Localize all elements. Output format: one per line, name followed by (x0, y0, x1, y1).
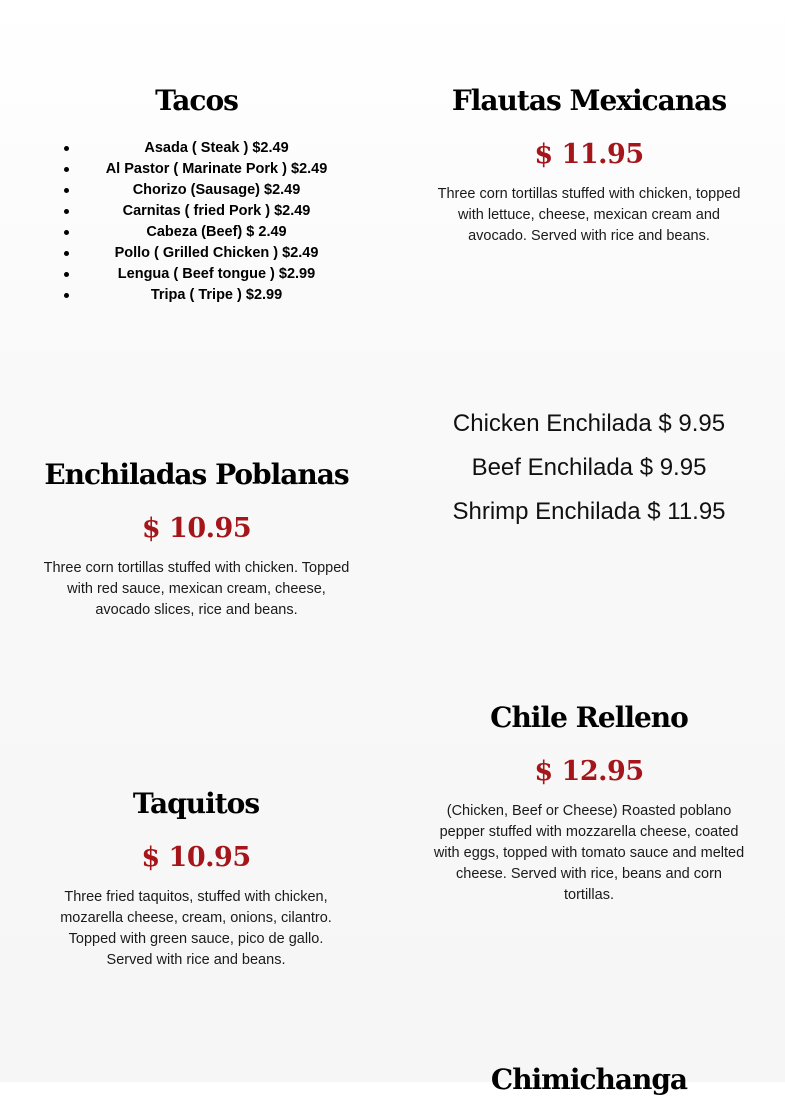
bullet-icon (64, 167, 69, 172)
list-item (64, 201, 369, 222)
taco-item-label: Al Pastor ( Marinate Pork ) $2.49 (105, 161, 328, 177)
taquitos-description: Three fried taquitos, stuffed with chicken, mozarella cheese, cream, onions, cilantro. Topped with green sauce, pico de gallo. Served with rice and beans. (60, 889, 332, 968)
bullet-icon (64, 146, 69, 151)
poblanas-price: $ 10.95 (141, 513, 252, 544)
enchilada-price-line: Beef Enchilada $ 9.95 (471, 454, 707, 481)
enchilada-price-line: Shrimp Enchilada $ 11.95 (452, 498, 726, 525)
tacos-list (64, 138, 369, 306)
taco-item-label: Tripa ( Tripe ) $2.99 (150, 287, 283, 303)
bullet-icon (64, 293, 69, 298)
poblanas-section (40, 458, 353, 621)
relleno-price: $ 12.95 (534, 756, 644, 787)
bullet-icon (64, 188, 69, 193)
tacos-section (0, 84, 393, 117)
poblanas-description: Three corn tortillas stuffed with chicken. Topped with red sauce, mexican cream, cheese, avocado slices, rice and beans. (43, 560, 350, 618)
bullet-icon (64, 251, 69, 256)
tacos-title: Tacos (155, 84, 238, 117)
relleno-title: Chile Relleno (490, 701, 688, 734)
enchilada-price-line: Chicken Enchilada $ 9.95 (452, 410, 726, 437)
bullet-icon (64, 209, 69, 214)
taquitos-price: $ 10.95 (141, 842, 251, 873)
list-item (64, 222, 369, 243)
flautas-title: Flautas Mexicanas (451, 84, 727, 117)
relleno-description: (Chicken, Beef or Cheese) Roasted poblano pepper stuffed with mozzarella cheese, coated with eggs, topped with tomato sauce and melted cheese. Served with rice, beans and corn tortillas. (433, 803, 745, 903)
relleno-section (430, 701, 748, 906)
list-item (64, 159, 369, 180)
flautas-price: $ 11.95 (534, 139, 644, 170)
taco-item-label: Pollo ( Grilled Chicken ) $2.49 (114, 245, 319, 261)
chimichanga-section (430, 1063, 748, 1096)
taco-item-label: Carnitas ( fried Pork ) $2.49 (122, 203, 311, 219)
bullet-icon (64, 230, 69, 235)
list-item (64, 243, 369, 264)
list-item (64, 264, 369, 285)
chimichanga-title: Chimichanga (490, 1063, 688, 1096)
list-item (64, 138, 369, 159)
list-item (64, 285, 369, 306)
taco-item-label: Cabeza (Beef) $ 2.49 (146, 224, 287, 240)
taquitos-title: Taquitos (132, 787, 260, 820)
taquitos-section (45, 787, 347, 971)
list-item (64, 180, 369, 201)
poblanas-title: Enchiladas Poblanas (44, 458, 349, 491)
taco-item-label: Lengua ( Beef tongue ) $2.99 (117, 266, 316, 282)
taco-item-label: Asada ( Steak ) $2.49 (144, 140, 289, 156)
enchilada-price-list (410, 402, 768, 534)
flautas-section (430, 84, 748, 247)
flautas-description: Three corn tortillas stuffed with chicken, topped with lettuce, cheese, mexican cream and avocado. Served with rice and beans. (437, 186, 741, 244)
bullet-icon (64, 272, 69, 277)
taco-item-label: Chorizo (Sausage) $2.49 (132, 182, 301, 198)
